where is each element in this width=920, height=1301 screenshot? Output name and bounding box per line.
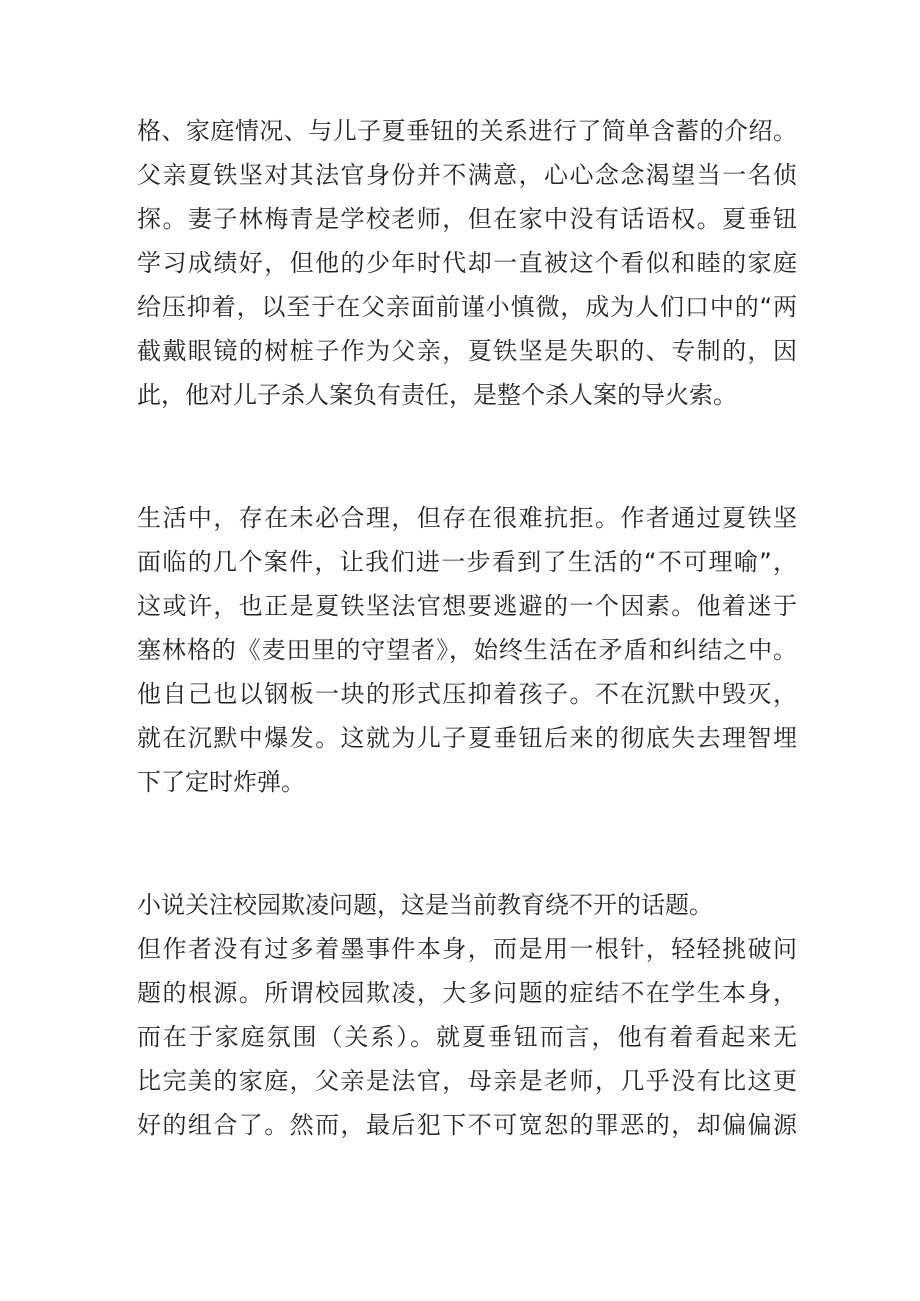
text-line: 小说关注校园欺凌问题，这是当前教育绕不开的话题。 — [137, 891, 713, 919]
text-line: 好的组合了。然而，最后犯下不可宽恕的罪恶的，却偏偏源 — [137, 1111, 797, 1139]
text-line: 截戴眼镜的树桩子作为父亲，夏铁坚是失职的、专制的，因 — [137, 337, 797, 365]
text-line: 塞林格的《麦田里的守望者》，始终生活在矛盾和纠结之中。 — [137, 636, 797, 664]
text-line: 父亲夏铁坚对其法官身份并不满意，心心念念渴望当一名侦 — [137, 161, 797, 189]
text-line: 比完美的家庭，父亲是法官，母亲是老师，几乎没有比这更 — [137, 1067, 797, 1095]
text-line: 给压抑着，以至于在父亲面前谨小慎微，成为人们口中的“两 — [137, 293, 797, 321]
text-line: 题的根源。所谓校园欺凌，大多问题的症结不在学生本身， — [137, 979, 797, 1007]
text-line: 探。妻子林梅青是学校老师，但在家中没有话语权。夏垂钮 — [137, 205, 797, 233]
text-line: 他自己也以钢板一块的形式压抑着孩子。不在沉默中毁灭， — [137, 680, 797, 708]
paragraph-3 — [137, 883, 797, 1147]
text-line: 生活中，存在未必合理，但存在很难抗拒。作者通过夏铁坚 — [137, 504, 797, 532]
text-line: 下了定时炸弹。 — [137, 768, 305, 796]
text-line: 就在沉默中爆发。这就为儿子夏垂钮后来的彻底失去理智埋 — [137, 724, 797, 752]
text-line: 学习成绩好，但他的少年时代却一直被这个看似和睦的家庭 — [137, 249, 797, 277]
text-line: 面临的几个案件，让我们进一步看到了生活的“不可理喻”， — [137, 548, 797, 576]
paragraph-2 — [137, 496, 797, 804]
paragraph-1 — [137, 109, 797, 417]
text-line: 但作者没有过多着墨事件本身，而是用一根针，轻轻挑破问 — [137, 935, 797, 963]
text-line: 此，他对儿子杀人案负有责任，是整个杀人案的导火索。 — [137, 381, 737, 409]
text-line: 而在于家庭氛围（关系）。就夏垂钮而言，他有着看起来无 — [137, 1023, 797, 1051]
text-line: 这或许，也正是夏铁坚法官想要逃避的一个因素。他着迷于 — [137, 592, 797, 620]
text-line: 格、家庭情况、与儿子夏垂钮的关系进行了简单含蓄的介绍。 — [137, 117, 797, 145]
